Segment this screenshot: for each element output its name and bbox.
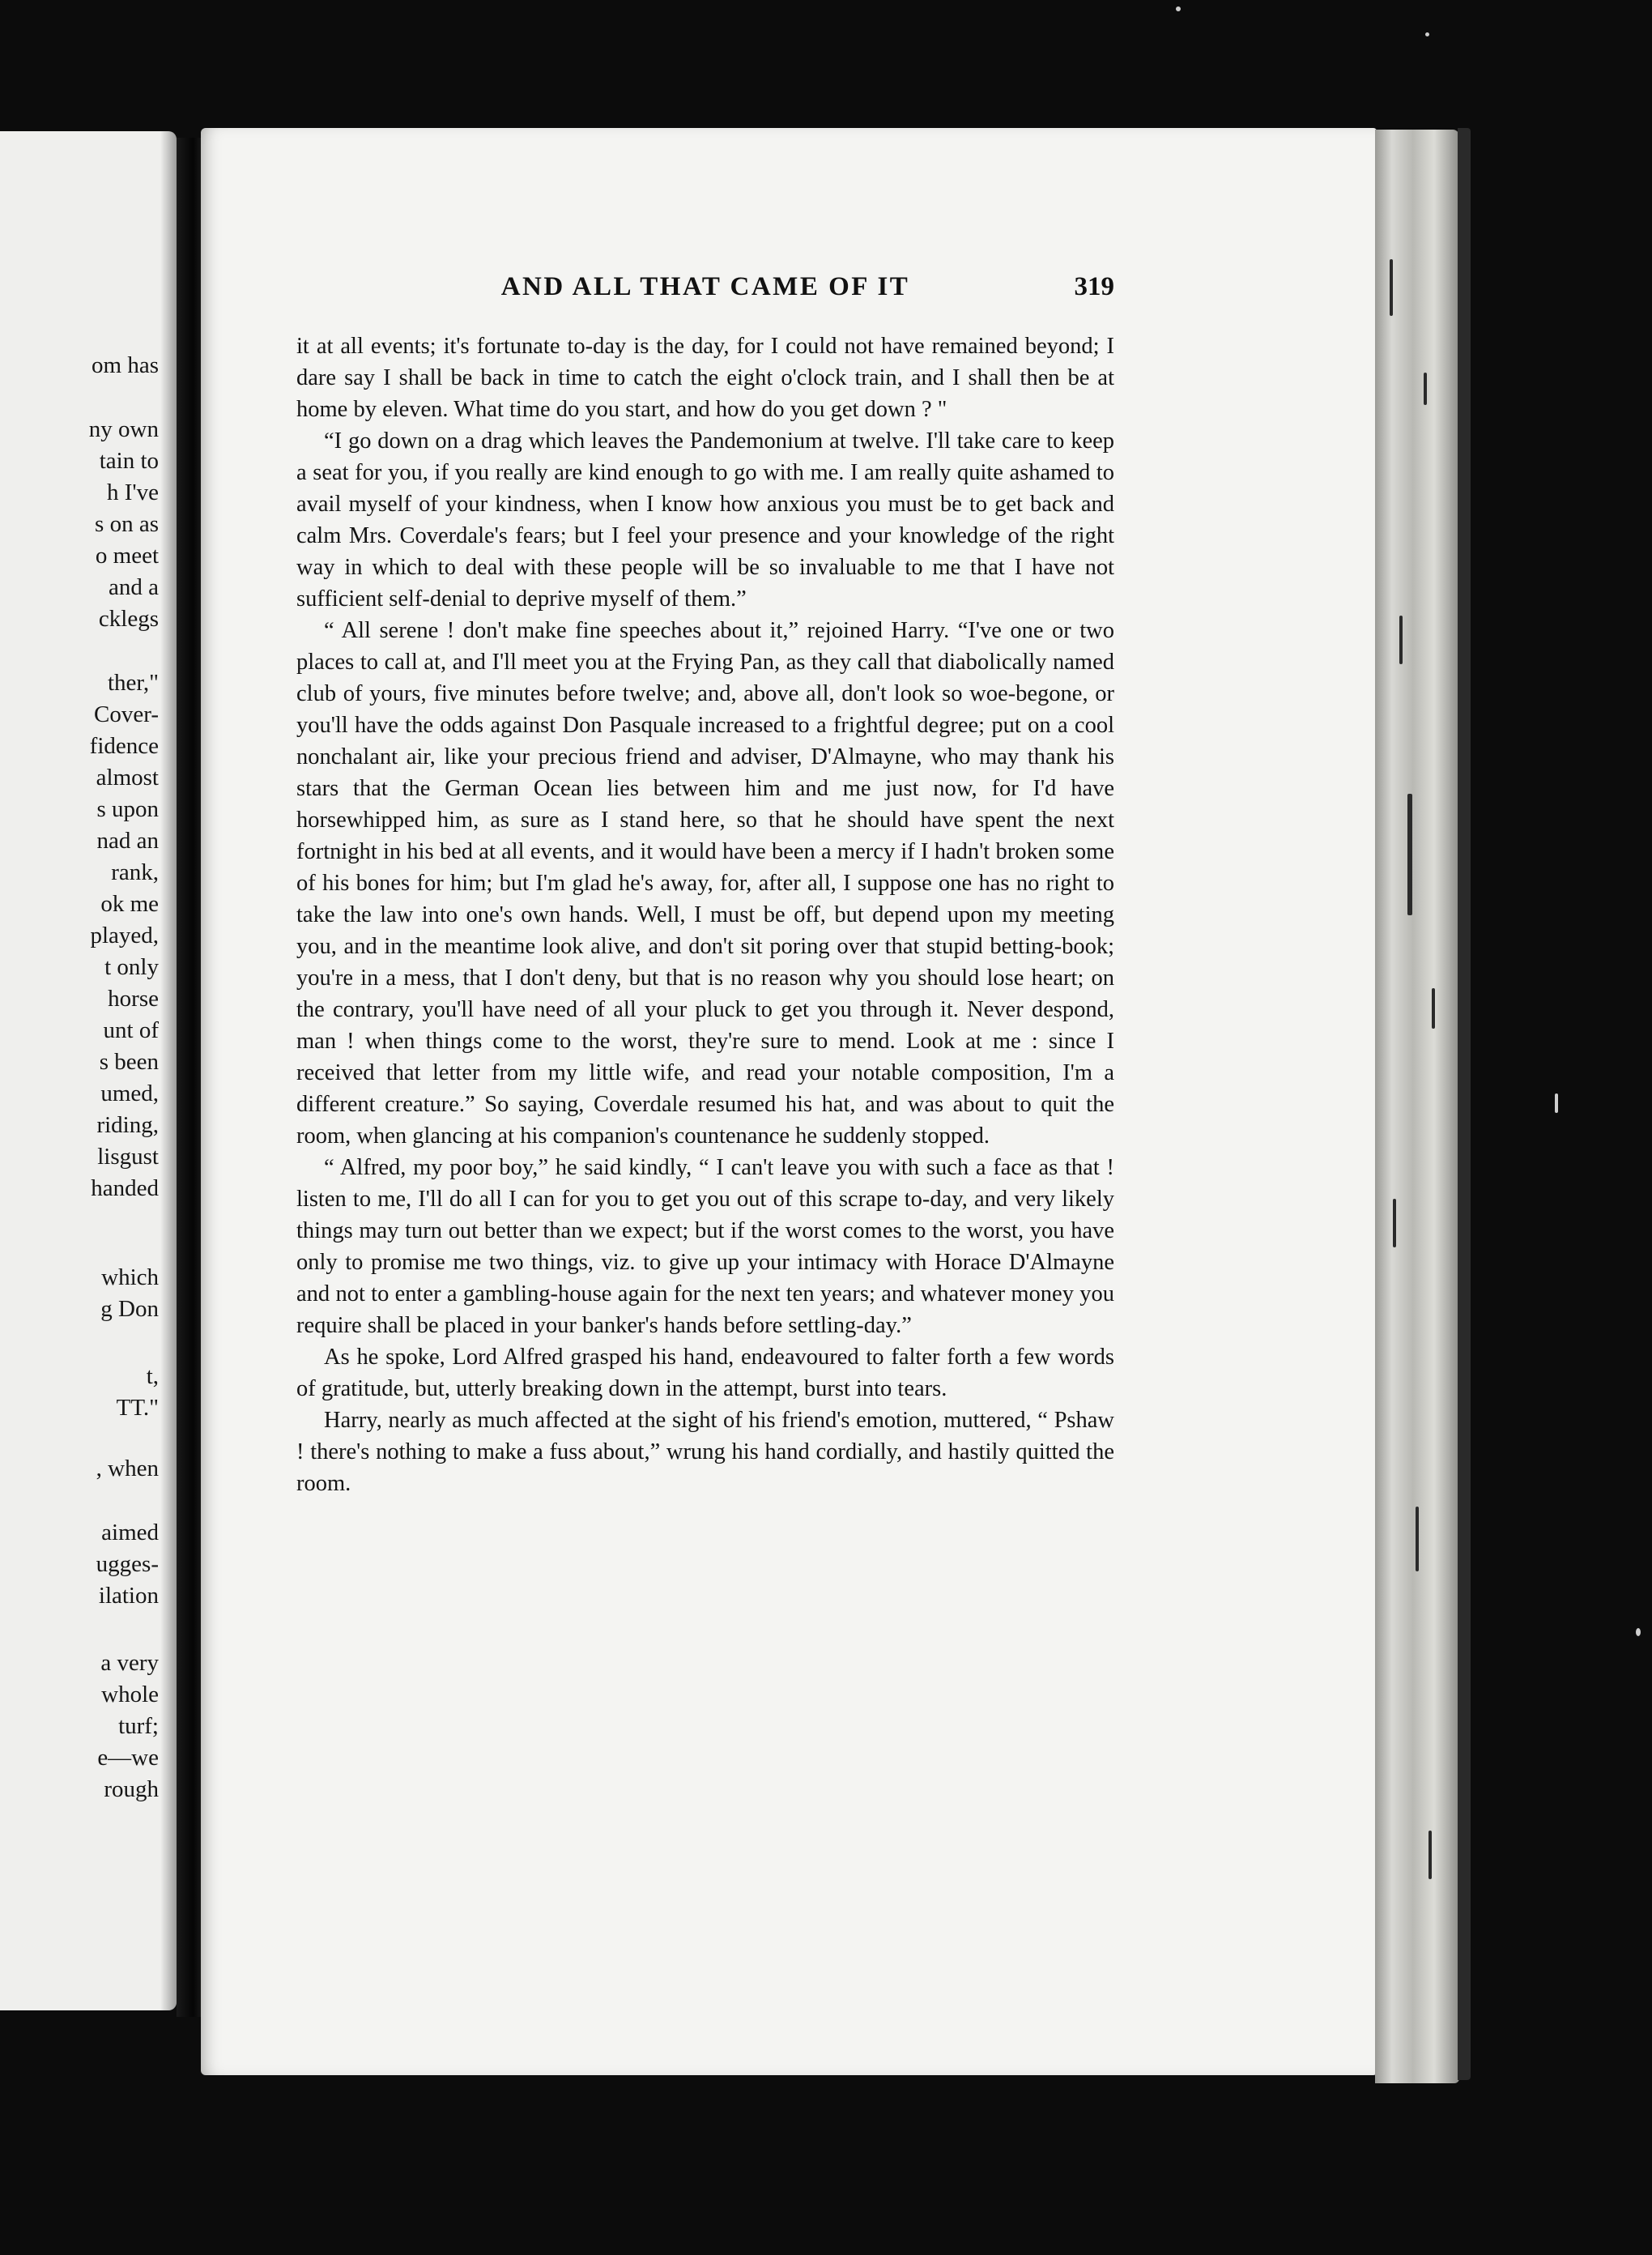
edge-streak <box>1390 259 1393 316</box>
right-page <box>201 128 1377 2075</box>
cover-edge <box>1458 128 1471 2080</box>
left-page-line: aimed <box>101 1520 159 1545</box>
left-page-line: lisgust <box>97 1144 159 1170</box>
edge-streak <box>1399 616 1403 664</box>
left-page-line: Cover- <box>94 701 159 727</box>
left-page-line: played, <box>90 923 159 948</box>
left-page-line: ther," <box>107 670 159 696</box>
page-content <box>296 272 1114 1499</box>
left-page-line: fidence <box>89 733 159 759</box>
left-page-line: handed <box>91 1175 159 1201</box>
left-page-line: nad an <box>96 828 159 854</box>
left-page-line: turf; <box>118 1713 159 1739</box>
left-page-line: ok me <box>100 891 159 917</box>
edge-streak <box>1393 1199 1396 1247</box>
left-page-line: whole <box>101 1682 159 1707</box>
page-fore-edge <box>1375 130 1459 2083</box>
left-page-line: s upon <box>96 796 159 822</box>
left-page-line: rank, <box>111 859 159 885</box>
left-page-line: riding, <box>96 1112 159 1138</box>
left-page-line: ilation <box>98 1583 159 1609</box>
left-page-line: which <box>101 1264 159 1290</box>
left-page-line: unt of <box>103 1017 159 1043</box>
left-page-line: almost <box>96 765 159 791</box>
edge-streak <box>1407 794 1412 915</box>
left-page-gutter-shadow <box>160 131 177 2010</box>
scan-speck <box>1176 6 1181 11</box>
left-page-line: cklegs <box>98 606 159 632</box>
left-page-line: s been <box>99 1049 159 1075</box>
left-page-line: t only <box>104 954 159 980</box>
edge-streak <box>1416 1507 1419 1571</box>
left-page-line: tain to <box>99 448 159 474</box>
left-page-line: horse <box>108 986 159 1012</box>
left-page-line: ugges- <box>96 1551 159 1577</box>
left-page-line: TT." <box>116 1395 159 1421</box>
left-page-line: g Don <box>100 1296 159 1322</box>
paragraph: it at all events; it's fortunate to-day is the day, for I could not have remained beyond; I dare say I shall be back in time to catch the eight o'clock train, and I shall then be at home by eleven. What time do you start, and how do you get down ? " <box>296 334 1114 422</box>
left-page-line: ny own <box>88 416 159 442</box>
paragraph: “ Alfred, my poor boy,” he said kindly, “ I can't leave you with such a face as that ! listen to me, I'll do all I can for you to get you out of this scrape to-day, and very likely things may turn out better than we expect; but if the worst comes to the worst, you have only to promise me two things, viz. to give up your intimacy with Horace D'Almayne and not to enter a gambling-house again for the next ten years; and whatever money you require shall be placed in your banker's hands before settling-day.” <box>296 1155 1114 1338</box>
left-page-line: and a <box>109 574 159 600</box>
running-title: AND ALL THAT CAME OF IT <box>500 272 910 301</box>
paragraph: Harry, nearly as much affected at the sight of his friend's emotion, muttered, “ Pshaw ! there's nothing to make a fuss about,” wrung his hand cordially, and hastily quitted the room. <box>296 1408 1114 1496</box>
left-page-line: , when <box>96 1456 159 1481</box>
scan-speck <box>1636 1628 1641 1636</box>
edge-streak <box>1424 373 1427 405</box>
left-page-line: a very <box>100 1650 159 1676</box>
running-head <box>296 272 1114 314</box>
left-page-line: umed, <box>100 1081 159 1106</box>
paragraph: “I go down on a drag which leaves the Pandemonium at twelve. I'll take care to keep a seat for you, if you really are kind enough to go with me. I am really quite ashamed to avail myself of your kindness, when I know how anxious you must be to get back and calm Mrs. Coverdale's fears; but I feel your presence and your knowledge of the right way in which to deal with these people will be so invaluable to me that I have not sufficient self-denial to deprive myself of them.” <box>296 428 1114 612</box>
left-page-line: om has <box>92 352 159 378</box>
page-number: 319 <box>1074 272 1114 301</box>
edge-streak <box>1432 988 1435 1029</box>
paragraph: “ All serene ! don't make fine speeches about it,” rejoined Harry. “I've one or two places to call at, and I'll meet you at the Frying Pan, as they call that diabolically named club of yours, five minutes before twelve; and, above all, don't look so woe-begone, or you'll have the odds against Don Pasquale increased to a frightful degree; put on a cool nonchalant air, like your precious friend and adviser, D'Almayne, who may thank his stars that the German Ocean lies between him and me just now, for I'd have horsewhipped him, as sure as I stand here, so that he should have spent the next fortnight in his bed at all events, and it would have been a mercy if I hadn't broken some of his bones for him; but I'm glad he's away, for, after all, I suppose one has no right to take the law into one's own hands. Well, I must be off, but depend upon my meeting you, and in the meantime look alive, and don't sit poring over that stupid betting-book; you're in a mess, that I don't deny, but that is no reason why you should lose heart; on the contrary, you'll have need of all your pluck to get you through it. Never despond, man ! when things come to the worst, they're sure to mend. Look at me : since I received that letter from my little wife, and read your notable composition, I'm a different creature.” So saying, Coverdale resumed his hat, and was about to quit the room, when glancing at his companion's countenance he suddenly stopped. <box>296 618 1114 1149</box>
left-page-line: s on as <box>95 511 159 537</box>
left-page-line: o meet <box>95 543 159 569</box>
left-page-line: e—we <box>97 1745 159 1771</box>
book-spine-shadow <box>177 138 204 2017</box>
edge-streak <box>1428 1831 1432 1879</box>
left-page-line: rough <box>104 1776 159 1802</box>
paragraph: As he spoke, Lord Alfred grasped his hand, endeavoured to falter forth a few words of gratitude, but, utterly breaking down in the attempt, burst into tears. <box>296 1345 1114 1401</box>
left-facing-page <box>0 131 177 2010</box>
left-page-line: h I've <box>106 480 159 505</box>
body-text <box>296 330 1114 1499</box>
scan-speck <box>1555 1093 1558 1113</box>
scan-speck <box>1425 32 1429 36</box>
left-page-line: t, <box>146 1363 159 1389</box>
